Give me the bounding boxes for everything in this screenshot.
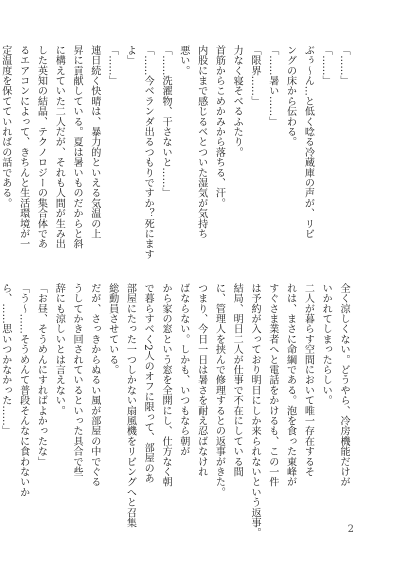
page-number: 2 (347, 524, 354, 535)
text-block-lower: 全く涼しくない。どうやら、冷房機能だけが いかれてしまったらしい。 二人が暮らす空間において唯一存在するそ れは、まさに命綱である。泡を食った東峰が すぐさま業者へと電話をかけるも、この一件 は予約が入っており明日にしか来られないという返事。 結局、明日二人が仕事で不在にしている間 に、管理人を挟んで修理するとの返事がきた。 つまり、今日一日は暑さを耐え忍ばなけれ ばならない。しかも、いつもなら朝が から家の窓という窓を全開にし、仕方なく朝 で暮らすべく2人のオフに限って、部屋のあ 部屋にたった一つしかない扇風機をリビングへと召集 総動員させている。 だが、さっきからぬるい風が部屋の中でぐる うしてかき回されているといった具合で些 辞にも涼しいとは言えない。 「お昼、そうめんにすればよかったな」 「う～……そうめんて普段そんなに食わないか ら、……思いつかなかった……」 (0, 283, 349, 538)
text-block-upper: 「……」 「……」 ぶぅ～ん…と低く唸る冷蔵庫の声が、リビ ングの床から伝わる。 「……暑い……」 「限界……」 力なく寝そべるふたり。 首筋からこめかみから落ちる、汗。 内股にまで感じるベとついた湿気が気持ち 悪い。 「……洗濯物、干さないと……」 「……今ベランダ出るつもりですか？死にます よ」 「……」 連日続く快晴は、暴力的といえる気温の上 昇に貢献している。夏は暑いものだからと斜 に構えていた二人だが、それも人間が生み出 した英知の結晶、テクノロジーの集合体であ るエアコンによって、きちんと生活環境が一 定温度を保てていればの話である。 (0, 45, 349, 260)
